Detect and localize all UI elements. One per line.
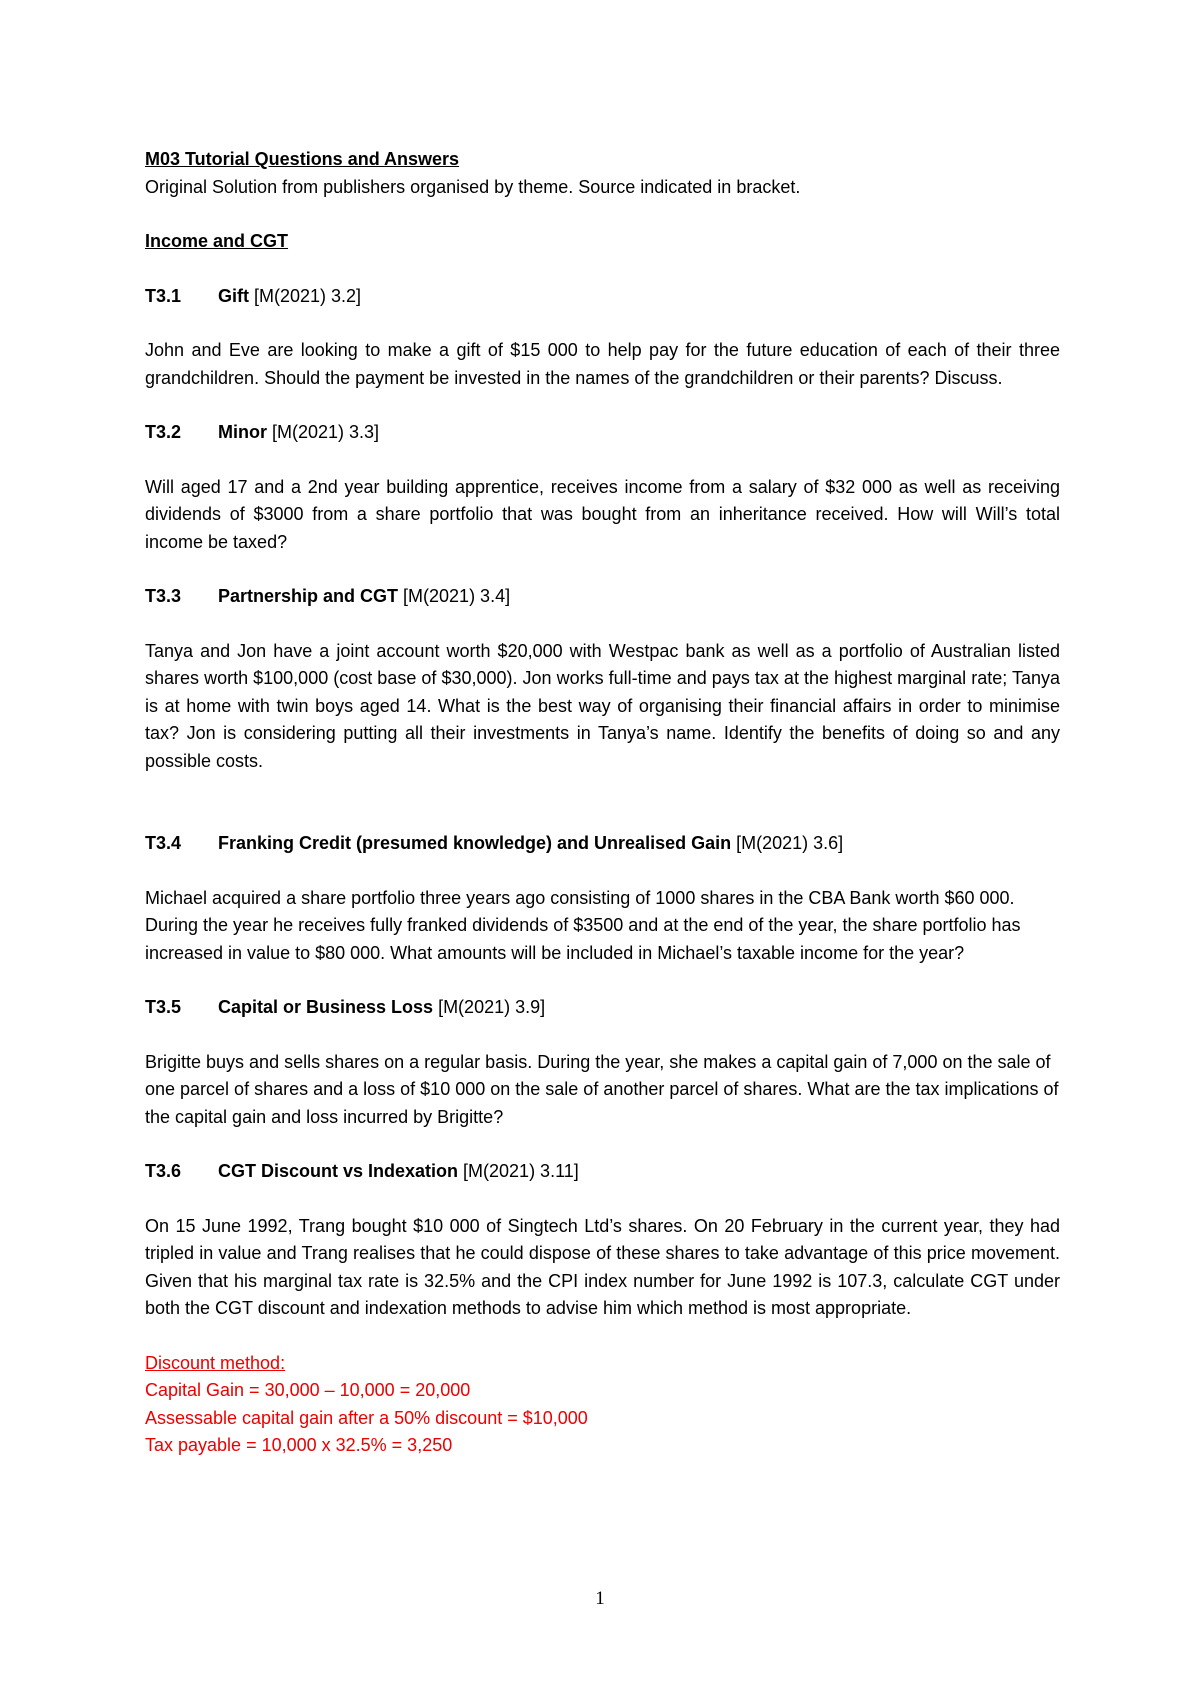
question-title: Gift	[218, 285, 254, 306]
question-number: T3.1	[145, 285, 182, 306]
section-heading: Income and CGT	[145, 231, 289, 251]
question-source: [M(2021) 3.6]	[736, 833, 844, 853]
question-source: [M(2021) 3.11]	[463, 1161, 579, 1181]
question-number: T3.5	[145, 997, 182, 1017]
document-subtitle: Original Solution from publishers organised by theme. Source indicated in bracket.	[145, 176, 801, 197]
question-title: Capital or Business Loss	[218, 997, 439, 1017]
document-page	[145, 146, 1060, 1460]
question-source: [M(2021) 3.9]	[438, 997, 546, 1017]
question-heading	[145, 419, 1060, 447]
answer-block	[145, 1350, 1060, 1460]
answer-title: Discount method:	[145, 1352, 286, 1373]
answer-line: Assessable capital gain after a 50% discount = $10,000	[145, 1407, 588, 1428]
answer-line: Capital Gain = 30,000 – 10,000 = 20,000	[145, 1380, 471, 1400]
question-body: Michael acquired a share portfolio three years ago consisting of 1000 shares in the CBA Bank worth $60 000. During the year he receives fully franked dividends of $3500 and at the end of the year, the share portfolio has increased in value to $80 000. What amounts will be included in Michael’s taxable income for the year?	[145, 887, 1021, 963]
question-heading	[145, 583, 1060, 611]
question-heading	[145, 1158, 1060, 1186]
question-source: [M(2021) 3.2]	[254, 285, 362, 306]
question-number: T3.4	[145, 833, 182, 853]
question-title: CGT Discount vs Indexation	[218, 1161, 464, 1181]
question-body: Brigitte buys and sells shares on a regular basis. During the year, she makes a capital gain of 7,000 on the sale of one parcel of shares and a loss of $10 000 on the sale of another parcel of shares. What are the tax implications of the capital gain and loss incurred by Brigitte?	[145, 1051, 1059, 1127]
question-title: Franking Credit (presumed knowledge) and Unrealised Gain	[218, 833, 737, 853]
question-title: Minor	[218, 422, 272, 442]
question-body: Will aged 17 and a 2nd year building apprentice, receives income from a salary of $32 000 as well as receiving dividends of $3000 from a share portfolio that was bought from an inheritance received. How will Will’s total income be taxed?	[145, 476, 1060, 552]
question-heading	[145, 994, 1060, 1022]
question-heading	[145, 830, 1060, 858]
question-body: John and Eve are looking to make a gift of $15 000 to help pay for the future education of each of their three grandchildren. Should the payment be invested in the names of the grandchildren or their parents? Discuss.	[145, 340, 1060, 388]
page-number: 1	[595, 1588, 605, 1609]
question-number: T3.2	[145, 422, 182, 442]
question-number: T3.6	[145, 1161, 182, 1181]
question-body: On 15 June 1992, Trang bought $10 000 of Singtech Ltd’s shares. On 20 February in the current year, they had tripled in value and Trang realises that he could dispose of these shares to take advantage of this price movement. Given that his marginal tax rate is 32.5% and the CPI index number for June 1992 is 107.3, calculate CGT under both the CGT discount and indexation methods to advise him which method is most appropriate.	[145, 1215, 1060, 1318]
question-source: [M(2021) 3.3]	[272, 422, 380, 442]
question-number: T3.3	[145, 586, 182, 606]
document-title: M03 Tutorial Questions and Answers	[145, 149, 460, 169]
answer-line: Tax payable = 10,000 x 32.5% = 3,250	[145, 1435, 453, 1455]
question-body: Tanya and Jon have a joint account worth $20,000 with Westpac bank as well as a portfolio of Australian listed shares worth $100,000 (cost base of $30,000). Jon works full-time and pays tax at the highest marginal rate; Tanya is at home with twin boys aged 14. What is the best way of organising their financial affairs in order to minimise tax? Jon is considering putting all their investments in Tanya’s name. Identify the benefits of doing so and any possible costs.	[145, 640, 1060, 771]
question-title: Partnership and CGT	[218, 586, 404, 606]
question-source: [M(2021) 3.4]	[403, 586, 511, 606]
question-heading	[145, 283, 1060, 311]
